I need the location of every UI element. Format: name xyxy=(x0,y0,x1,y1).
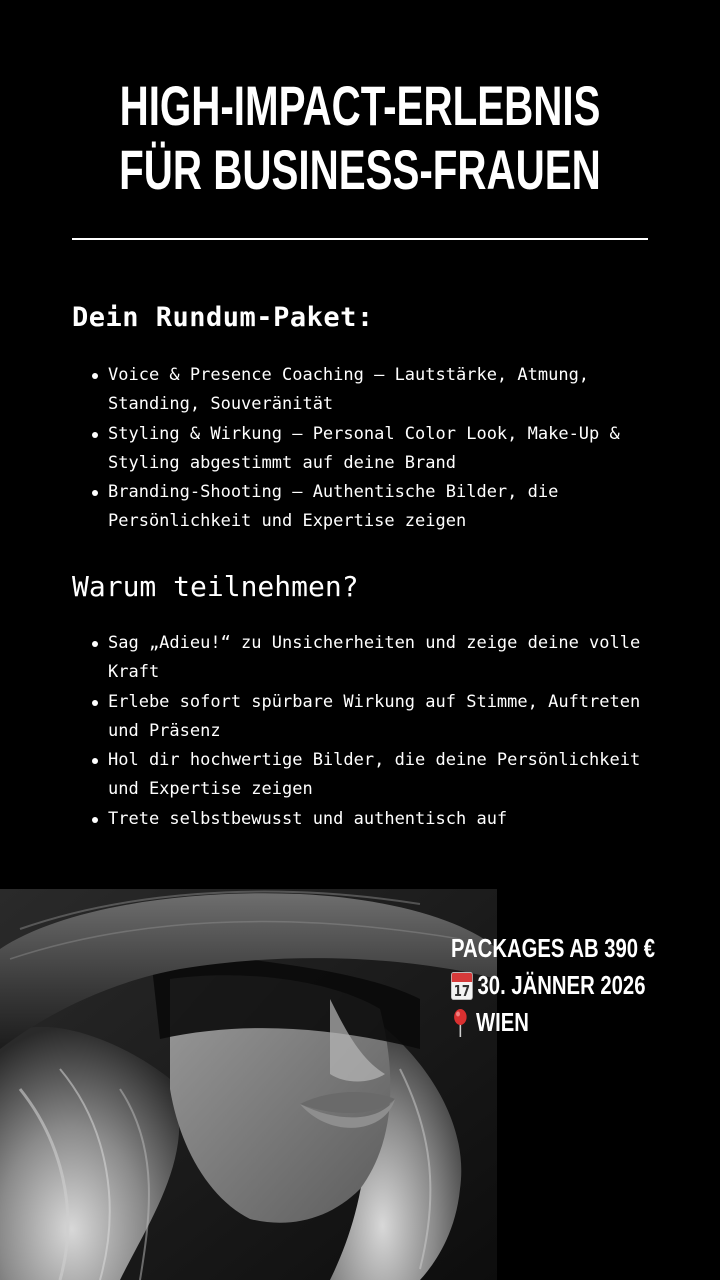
portrait-photo xyxy=(0,889,497,1280)
headline-line-1: HIGH-IMPACT-ERLEBNIS xyxy=(119,74,601,137)
calendar-icon xyxy=(451,972,473,1000)
headline-line-2: FÜR BUSINESS-FRAUEN xyxy=(119,138,601,201)
event-info xyxy=(451,930,655,1041)
package-title: Dein Rundum-Paket: xyxy=(72,302,374,333)
date-text: 30. JÄNNER 2026 xyxy=(477,970,646,1000)
package-list xyxy=(90,361,670,537)
list-item: Trete selbstbewusst und authentisch auf xyxy=(90,805,670,834)
divider xyxy=(72,238,648,240)
headline xyxy=(101,74,619,202)
pin-icon xyxy=(451,1008,470,1038)
list-item: Erlebe sofort spürbare Wirkung auf Stimme, Auftreten und Präsenz xyxy=(90,688,670,747)
portrait-illustration xyxy=(0,889,497,1280)
why-title: Warum teilnehmen? xyxy=(72,570,359,603)
list-item: Hol dir hochwertige Bilder, die deine Persönlichkeit und Expertise zeigen xyxy=(90,746,670,805)
list-item: Branding-Shooting – Authentische Bilder, die Persönlichkeit und Expertise zeigen xyxy=(90,478,670,537)
price-row xyxy=(451,930,655,967)
why-list xyxy=(90,629,670,834)
location-text: WIEN xyxy=(475,1007,529,1037)
list-item: Voice & Presence Coaching – Lautstärke, Atmung, Standing, Souveränität xyxy=(90,361,670,420)
list-item: Styling & Wirkung – Personal Color Look, Make-Up & Styling abgestimmt auf deine Brand xyxy=(90,420,670,479)
list-item: Sag „Adieu!“ zu Unsicherheiten und zeige deine volle Kraft xyxy=(90,629,670,688)
calendar-day: 17 xyxy=(453,981,471,1000)
date-row xyxy=(451,967,655,1004)
price-text: PACKAGES AB 390 € xyxy=(451,933,655,963)
location-row xyxy=(451,1004,655,1041)
